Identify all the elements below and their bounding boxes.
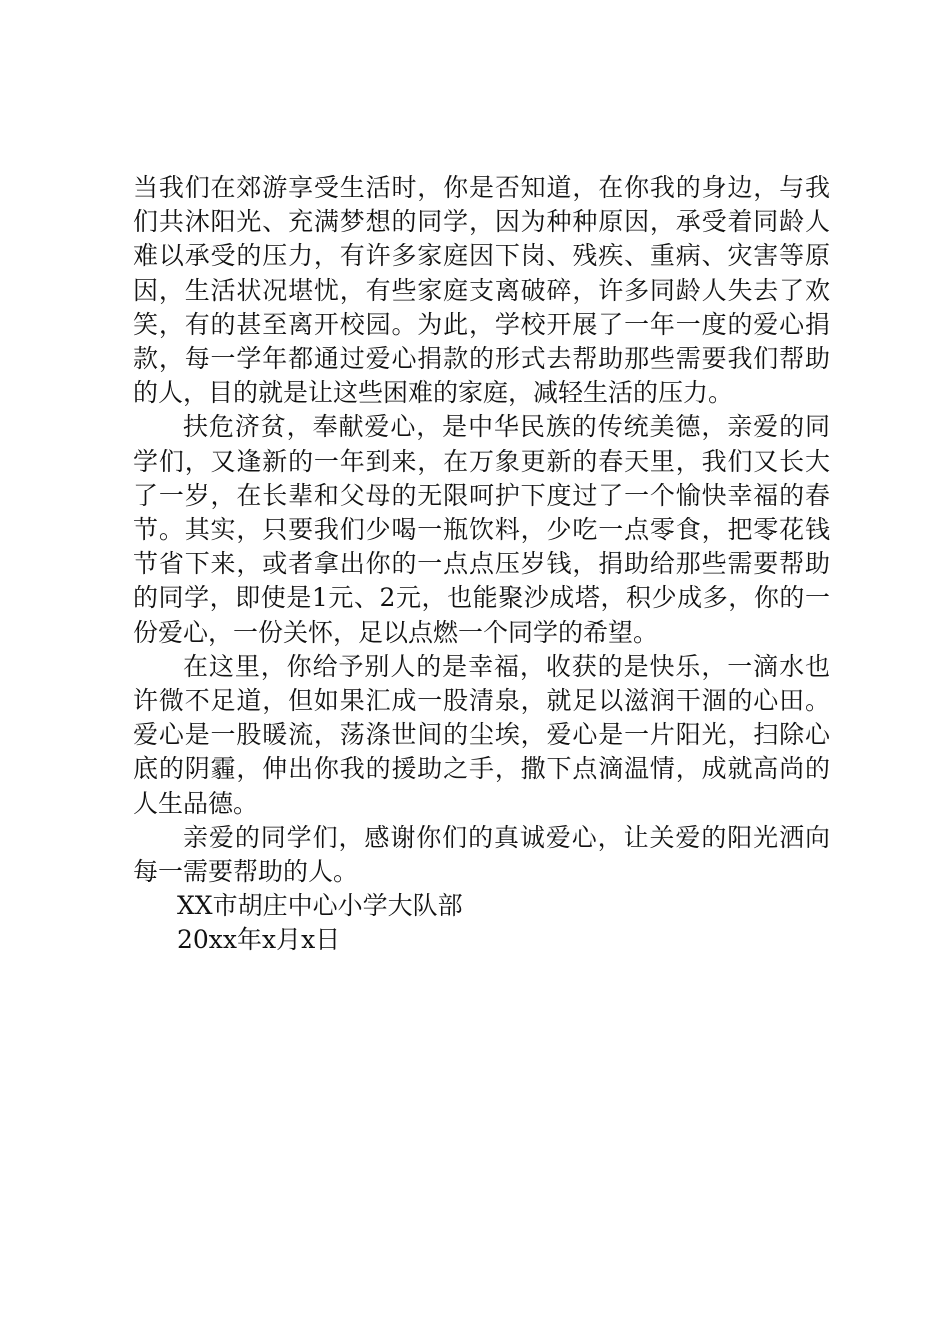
paragraph-1: 当我们在郊游享受生活时，你是否知道，在你我的身边，与我们共沐阳光、充满梦想的同学，因为种种原因，承受着同龄人难以承受的压力，有许多家庭因下岗、残疾、重病、灾害等原因，生活状况堪忧，有些家庭支离破碎，许多同龄人失去了欢笑，有的甚至离开校园。为此，学校开展了一年一度的爱心捐款，每一学年都通过爱心捐款的形式去帮助那些需要我们帮助的人，目的就是让这些困难的家庭，减轻生活的压力。 [133, 173, 830, 408]
paragraph-3: 在这里，你给予别人的是幸福，收获的是快乐，一滴水也许微不足道，但如果汇成一股清泉，就足以滋润干涸的心田。爱心是一股暖流，荡涤世间的尘埃，爱心是一片阳光，扫除心底的阴霾，伸出你我的援助之手，撒下点滴温情，成就高尚的人生品德。 [133, 651, 830, 818]
document-body [133, 171, 830, 958]
paragraph-4: 亲爱的同学们，感谢你们的真诚爱心，让关爱的阳光洒向每一需要帮助的人。 [133, 822, 830, 887]
signature-organization: XX市胡庄中心小学大队部 [177, 891, 463, 921]
paragraph-2: 扶危济贫，奉献爱心，是中华民族的传统美德，亲爱的同学们，又逢新的一年到来，在万象更新的春天里，我们又长大了一岁，在长辈和父母的无限呵护下度过了一个愉快幸福的春节。其实，只要我们少喝一瓶饮料，少吃一点零食，把零花钱节省下来，或者拿出你的一点点压岁钱，捐助给那些需要帮助的同学，即使是1元、2元，也能聚沙成塔，积少成多，你的一份爱心，一份关怀，足以点燃一个同学的希望。 [133, 412, 830, 647]
signature-date: 20xx年x月x日 [177, 925, 341, 955]
